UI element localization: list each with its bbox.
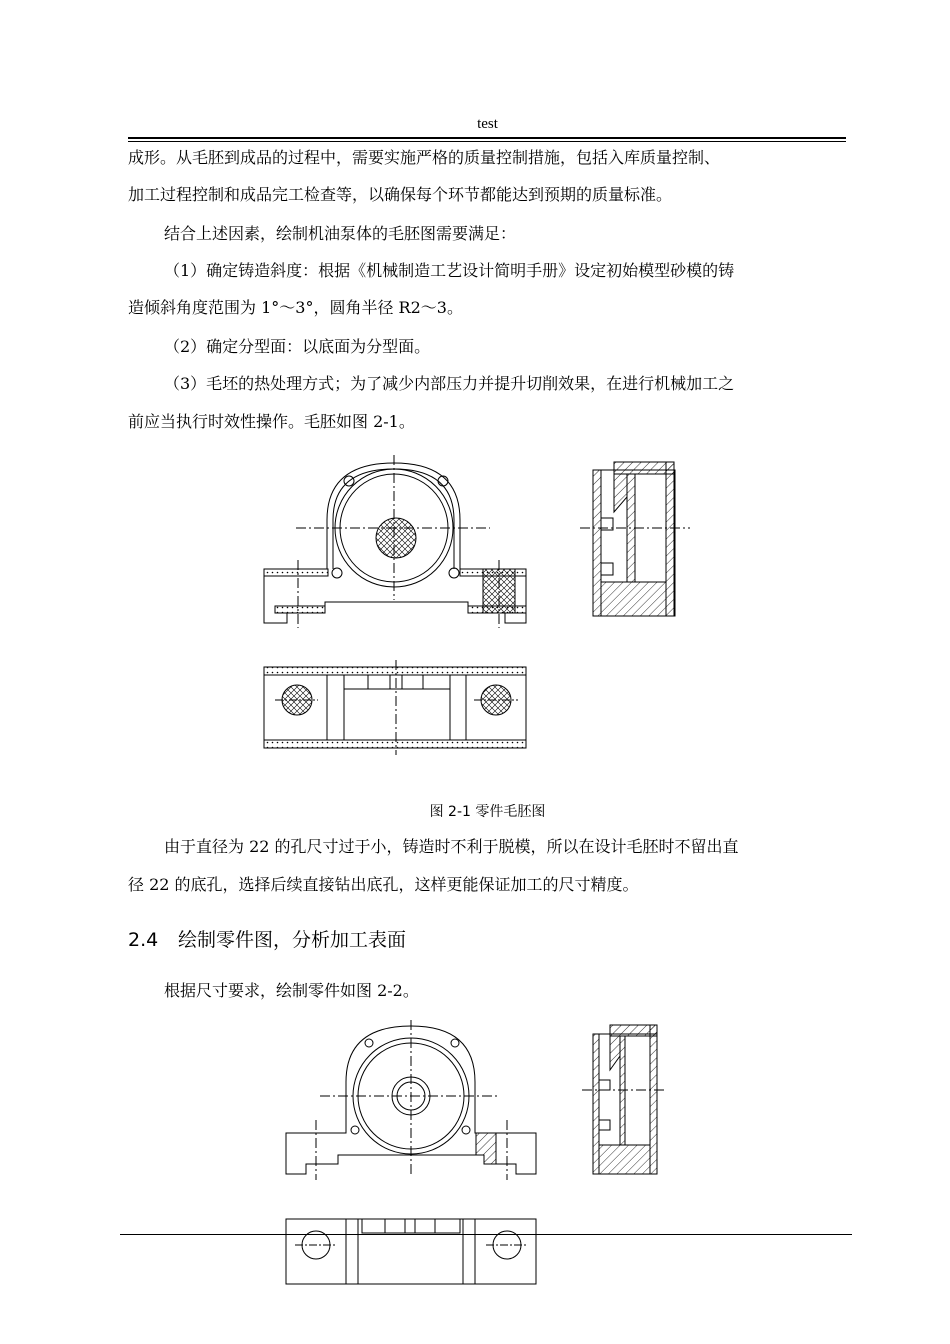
part-side-section (582, 1025, 665, 1174)
paragraph-line: 结合上述因素，绘制机油泵体的毛胚图需要满足： (164, 224, 517, 243)
blank-side-section (580, 462, 690, 616)
blank-top-view (264, 660, 526, 755)
paragraph-line: 造倾斜角度范围为 1°～3°，圆角半径 R2～3。 (128, 298, 463, 317)
blank-front-view (264, 455, 526, 628)
paragraph-line: 由于直径为 22 的孔尺寸过于小，铸造时不利于脱模，所以在设计毛胚时不留出直 (164, 837, 739, 856)
paragraph-line: （3）毛坯的热处理方式；为了减少内部压力并提升切削效果，在进行机械加工之 (164, 374, 735, 393)
paragraph-line: 前应当执行时效性操作。毛胚如图 2-1。 (128, 412, 415, 431)
section-title-text: 绘制零件图，分析加工表面 (178, 929, 407, 951)
section-number: 2.4 (128, 929, 159, 951)
figure-caption: 图 2-1 零件毛胚图 (429, 804, 546, 820)
page-header-title: test (477, 116, 498, 132)
part-front-view (286, 1020, 536, 1180)
footer-rule (120, 1234, 852, 1235)
paragraph-line: 成形。从毛胚到成品的过程中，需要实施严格的质量控制措施，包括入库质量控制、 (128, 148, 721, 167)
paragraph-line: 径 22 的底孔，选择后续直接钻出底孔，这样更能保证加工的尺寸精度。 (128, 875, 639, 894)
paragraph-line: （2）确定分型面：以底面为分型面。 (164, 337, 431, 356)
paragraph-line: （1）确定铸造斜度：根据《机械制造工艺设计简明手册》设定初始模型砂模的铸 (164, 261, 735, 280)
paragraph-line: 根据尺寸要求，绘制零件如图 2-2。 (164, 981, 419, 1000)
paragraph-line: 加工过程控制和成品完工检查等，以确保每个环节都能达到预期的质量标准。 (128, 185, 673, 204)
part-top-view (286, 1219, 536, 1284)
section-heading (128, 925, 406, 952)
